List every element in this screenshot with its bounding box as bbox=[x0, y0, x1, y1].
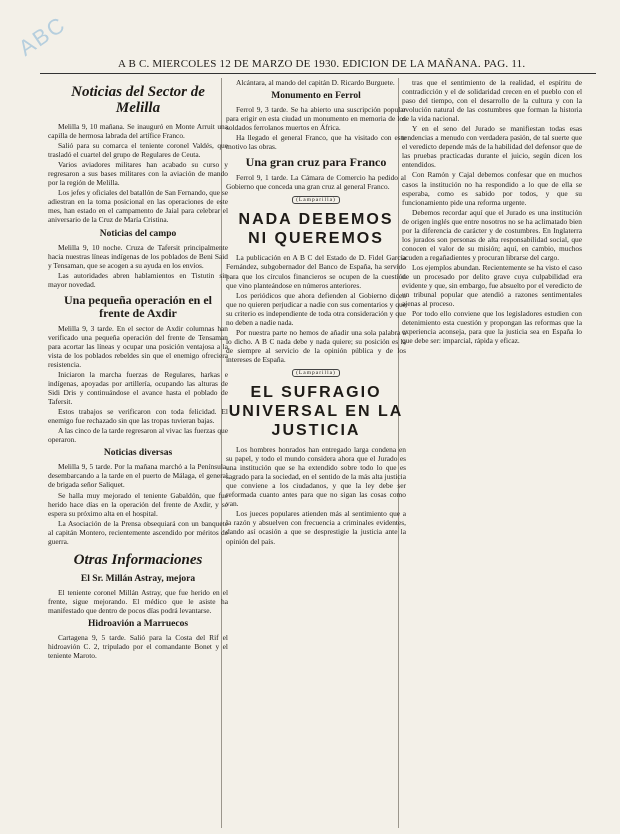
paragraph: Melilla 9, 5 tarde. Por la mañana marchó a la Península, desembarcando a la tarde en el puerto de Málaga, el general de brigada señor Saliquet. bbox=[48, 462, 228, 490]
headline-sufragio: EL SUFRAGIO UNIVERSAL EN LA JUSTICIA bbox=[228, 384, 404, 440]
paragraph: Se halla muy mejorado el teniente Gabaldón, que fue herido hace días en la operación del frente de Axdir, y se espera su próximo alta en el hospital. bbox=[48, 490, 228, 518]
page-header: A B C. MIERCOLES 12 DE MARZO DE 1930. EDICION DE LA MAÑANA. PAG. 11. bbox=[118, 58, 526, 70]
paragraph: Debemos recordar aquí que el Jurado es una institución de origen inglés que entre nosotros no se ha aclimatado bien por la diferencia de carácter y de costumbres. En Inglaterra los jurados son personas de alta responsabilidad social, que conocen el valor de su misión; aquí, en cambio, muchos acuden a regañadientes y procuran librarse del cargo. bbox=[402, 207, 582, 262]
subheading: Una gran cruz para Franco bbox=[245, 155, 387, 170]
subheading: Noticias diversas bbox=[103, 448, 173, 459]
paragraph: Por nuestra parte no hemos de añadir una sola palabra a lo dicho. A B C nada debe y nada quiere; su posición es la de siempre al servicio de la opinión pública y de los intereses de España. bbox=[226, 327, 406, 364]
column-1 bbox=[48, 78, 228, 828]
paragraph: Por todo ello conviene que los legisladores estudien con detenimiento esta cuestión y propongan las reformas que la experiencia aconseja, para que la justicia sea en España lo que debe ser: imparcial, rápida y eficaz. bbox=[402, 309, 582, 346]
paragraph: Alcántara, al mando del capitán D. Ricardo Burguete. bbox=[236, 78, 395, 87]
paragraph: A las cinco de la tarde regresaron al vivac las fuerzas que operaron. bbox=[48, 426, 228, 445]
column-2 bbox=[226, 78, 406, 828]
abc-watermark: ABC bbox=[14, 11, 71, 61]
column-3 bbox=[402, 78, 582, 828]
subheading: Monumento en Ferrol bbox=[271, 91, 361, 102]
paragraph: Las autoridades abren hablamientos en Tistutin sin mayor novedad. bbox=[48, 270, 228, 289]
headline-nada-debemos: NADA DEBEMOS NI QUEREMOS bbox=[238, 211, 394, 248]
separator-ornament: (Lamparilla) bbox=[226, 196, 406, 205]
subheading: Una pequeña operación en el frente de Axdir bbox=[63, 292, 212, 320]
paragraph: Los periódicos que ahora defienden al Gobierno dicen que no quieren perjudicar a nadie con sus comentarios y que su criterio es independiente de toda otra consideración y que no deben a nadie nada. bbox=[226, 290, 406, 327]
paragraph: Cartagena 9, 5 tarde. Salió para la Costa del Rif el hidroavión C. 2, tripulado por el comandante Bonet y el teniente Maroto. bbox=[48, 632, 228, 661]
paragraph: Con Ramón y Cajal debemos confesar que en muchos casos la institución no ha respondido a lo que de ella se esperaba, como es sabido por todos, y que su funcionamiento pide una reforma urgente. bbox=[402, 170, 582, 207]
paragraph: Estos trabajos se verificaron con toda felicidad. El enemigo fue rechazado sin que las tropas tuvieran bajas. bbox=[48, 407, 228, 426]
paragraph: La publicación en A B C del Estado de D. Fidel García Fernández, subgobernador del Banco de España, ha servido para que los círculos financieros se ocupen de la cuestión que vino planteándose en números anteriores. bbox=[226, 253, 406, 290]
headline-otras: Otras Informaciones bbox=[73, 551, 203, 568]
paragraph: Melilla 9, 10 mañana. Se inauguró en Monte Arruit una capilla de hermosa labrada del artífice Franco. bbox=[48, 122, 228, 141]
separator-ornament: (Lamparilla) bbox=[226, 369, 406, 378]
paragraph: Ferrol 9, 3 tarde. Se ha abierto una suscripción popular para erigir en esta ciudad un monumento en memoria de los soldados ferrolanos muertos en África. bbox=[226, 105, 406, 133]
header-rule bbox=[40, 73, 596, 74]
paragraph: Ha llegado el general Franco, que ha visitado con este motivo las obras. bbox=[226, 133, 406, 152]
subheading: Noticias del campo bbox=[99, 228, 177, 239]
paragraph: tras que el sentimiento de la realidad, el espíritu de contradicción y el de solidaridad crecen en el pueblo con el paso del tiempo, con el desarrollo de la cultura y con la evolución natural de las costumbres que forman la historia de la vida nacional. bbox=[402, 78, 582, 124]
subheading: Hidroavión a Marruecos bbox=[87, 618, 189, 629]
paragraph: Los ejemplos abundan. Recientemente se ha visto el caso de un procesado por delito grave cuya culpabilidad era evidente y que, sin embargo, fue absuelto por el veredicto de un tribunal popular que atendió a razones sentimentales ajenas al proceso. bbox=[402, 262, 582, 309]
paragraph: Melilla 9, 3 tarde. En el sector de Axdir columnas han verificado una pequeña operación del frente de Tensaman para acortar las líneas y ocupar una posición ventajosa a la vista de los poblados rebeldes sin que el enemigo ofreciera resistencia. bbox=[48, 323, 228, 369]
subheading: El Sr. Millán Astray, mejora bbox=[80, 573, 196, 584]
headline-melilla: Noticias del Sector de Melilla bbox=[71, 84, 205, 116]
paragraph: Iniciaron la marcha fuerzas de Regulares, harkas e indígenas, apoyadas por artillería, ocupando las alturas de Sidi Dris y continuándose el avance hasta el poblado de Tafersit. bbox=[48, 369, 228, 407]
paragraph: Varios aviadores militares han acabado su curso y regresaron a sus bases militares con la aviación de mando por la región de Melilla. bbox=[48, 160, 228, 188]
paragraph: Y en el seno del Jurado se manifiestan todas esas tendencias a menudo con verdadera pasión, de tal suerte que el veredicto depende más de la habilidad del defensor que de las pruebas practicadas durante el juicio, según dicen los entendidos. bbox=[402, 124, 582, 170]
paragraph: La Asociación de la Prensa obsequiará con un banquete al capitán Montero, recientemente ascendido por méritos de guerra. bbox=[48, 518, 228, 546]
paragraph: Los hombres honrados han entregado larga condena en su papel, y todo el mundo considera ahora que el Jurado es una institución que se ha extendido sobre todo lo que es sagrado para la sociedad, en el sentido de la más alta justicia que conviene a los ciudadanos, y que la ley debe ser reformada cuanto antes para que no sigan las cosas como van. bbox=[226, 445, 406, 509]
paragraph: Los jueces populares atienden más al sentimiento que a la razón y absuelven con frecuencia a criminales evidentes, dando así ocasión a que se desprestigie la justicia ante la opinión del país. bbox=[226, 509, 406, 546]
paragraph: Salió para su comarca el teniente coronel Valdés, que trasladó el cuartel del grupo de Regulares de Ceuta. bbox=[48, 141, 228, 160]
paragraph: Ferrol 9, 1 tarde. La Cámara de Comercio ha pedido al Gobierno que conceda una gran cruz al general Franco. bbox=[226, 173, 406, 192]
paragraph: Melilla 9, 10 noche. Cruza de Tafersit principalmente hacia nuestras líneas indígenas de los poblados de Beni Said y Tensaman, que se acogen a su ayuda en los envíos. bbox=[48, 242, 228, 270]
paragraph: Los jefes y oficiales del batallón de San Fernando, que se adiestran en la toma posicional en las operaciones de este mes, han estado en el campamento de Jaial para celebrar el aniversario de la Cruz de María Cristina. bbox=[48, 188, 228, 225]
paragraph: El teniente coronel Millán Astray, que fue herido en el frente, sigue mejorando. El médico que le asiste ha manifestado que dentro de pocos días podrá levantarse. bbox=[48, 587, 228, 615]
